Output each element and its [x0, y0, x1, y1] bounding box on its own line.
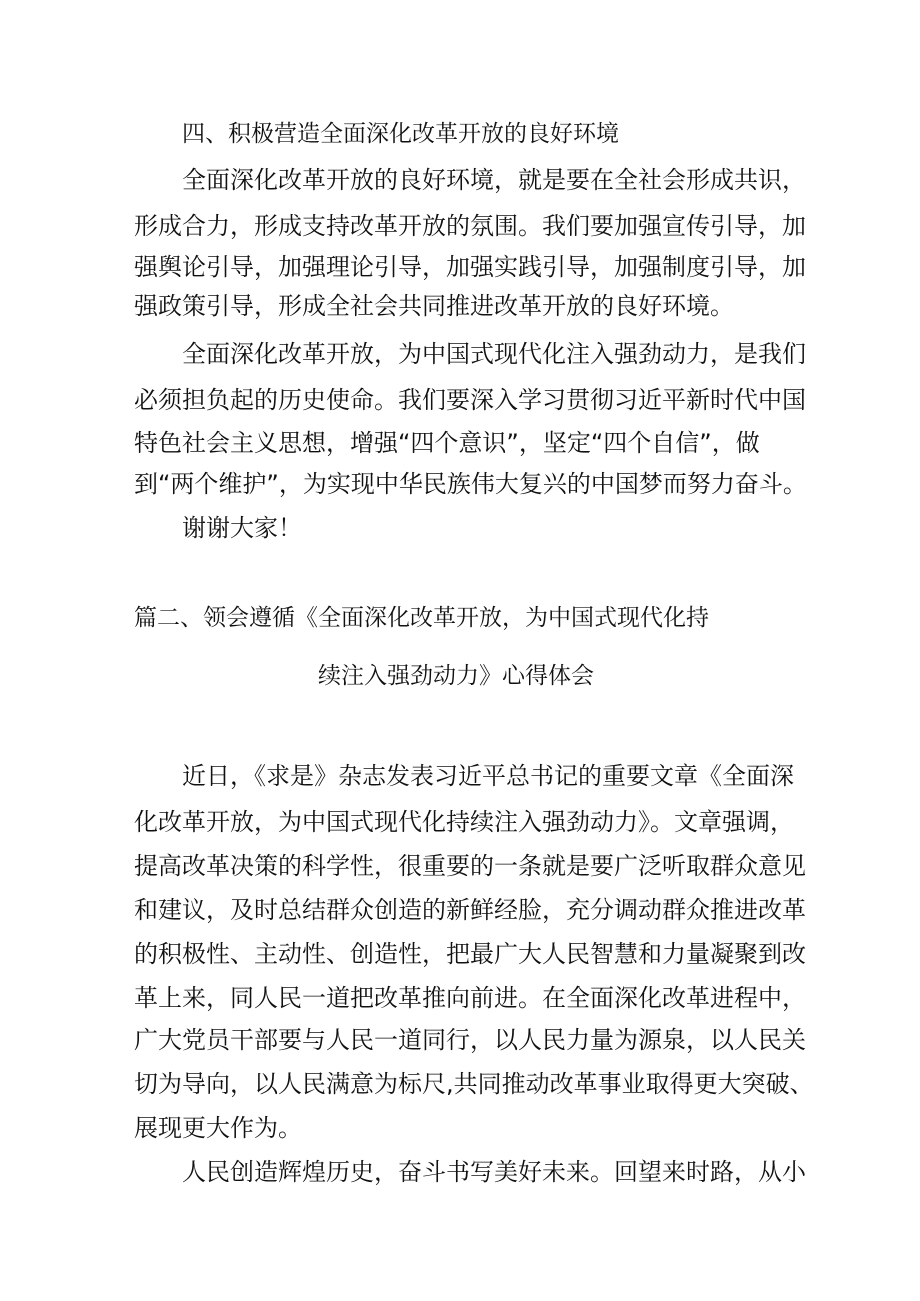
paragraph-line: 强政策引导，形成全社会共同推进改革开放的良好环境。	[134, 292, 734, 320]
paragraph-line: 近日，《求是》杂志发表习近平总书记的重要文章《全面深	[182, 762, 794, 790]
paragraph-line: 全面深化改革开放，为中国式现代化注入强劲动力，是我们	[182, 340, 806, 368]
article-title-line1: 篇二、领会遵循《全面深化改革开放，为中国式现代化持	[134, 605, 709, 631]
paragraph-line: 革上来，同人民一道把改革推向前进。在全面深化改革进程中，	[134, 984, 806, 1012]
paragraph-line: 和建议，及时总结群众创造的新鲜经脸，充分调动群众推进改革	[134, 896, 806, 924]
closing-line: 谢谢大家！	[182, 514, 302, 542]
paragraph-line: 必须担负起的历史使命。我们要深入学习贯彻习近平新时代中国	[134, 386, 806, 414]
paragraph-line: 广大党员干部要与人民一道同行，以人民力量为源泉，以人民关	[134, 1026, 806, 1054]
section-heading: 四、积极营造全面深化改革开放的良好环境	[182, 121, 619, 147]
paragraph-line: 展现更大作为。	[134, 1114, 302, 1142]
paragraph-line: 到“两个维护”，为实现中华民族伟大复兴的中国梦而努力奋斗。	[134, 470, 807, 498]
paragraph-line: 化改革开放，为中国式现代化持续注入强劲动力》。文章强调，	[134, 808, 794, 836]
paragraph-line: 提高改革决策的科学性，很重要的一条就是要广泛听取群众意见	[134, 852, 806, 880]
paragraph-line: 人民创造辉煌历史，奋斗书写美好未来。回望来时路，从小	[182, 1158, 806, 1186]
paragraph-line: 特色社会主义思想，增强“四个意识”，坚定“四个自信”，做	[134, 429, 760, 457]
paragraph-line: 强舆论引导，加强理论引导，加强实践引导，加强制度引导，加	[134, 253, 806, 281]
article-title-line2: 续注入强劲动力》心得体会	[318, 663, 594, 689]
paragraph-line: 切为导向，以人民满意为标尺,共同推动改革事业取得更大突破、	[134, 1070, 814, 1098]
paragraph-line: 形成合力，形成支持改革开放的氛围。我们要加强宣传引导，加	[134, 212, 806, 240]
paragraph-line: 的积极性、主动性、创造性，把最广大人民智慧和力量凝聚到改	[134, 940, 806, 968]
paragraph-line: 全面深化改革开放的良好环境，就是要在全社会形成共识，	[182, 166, 806, 194]
